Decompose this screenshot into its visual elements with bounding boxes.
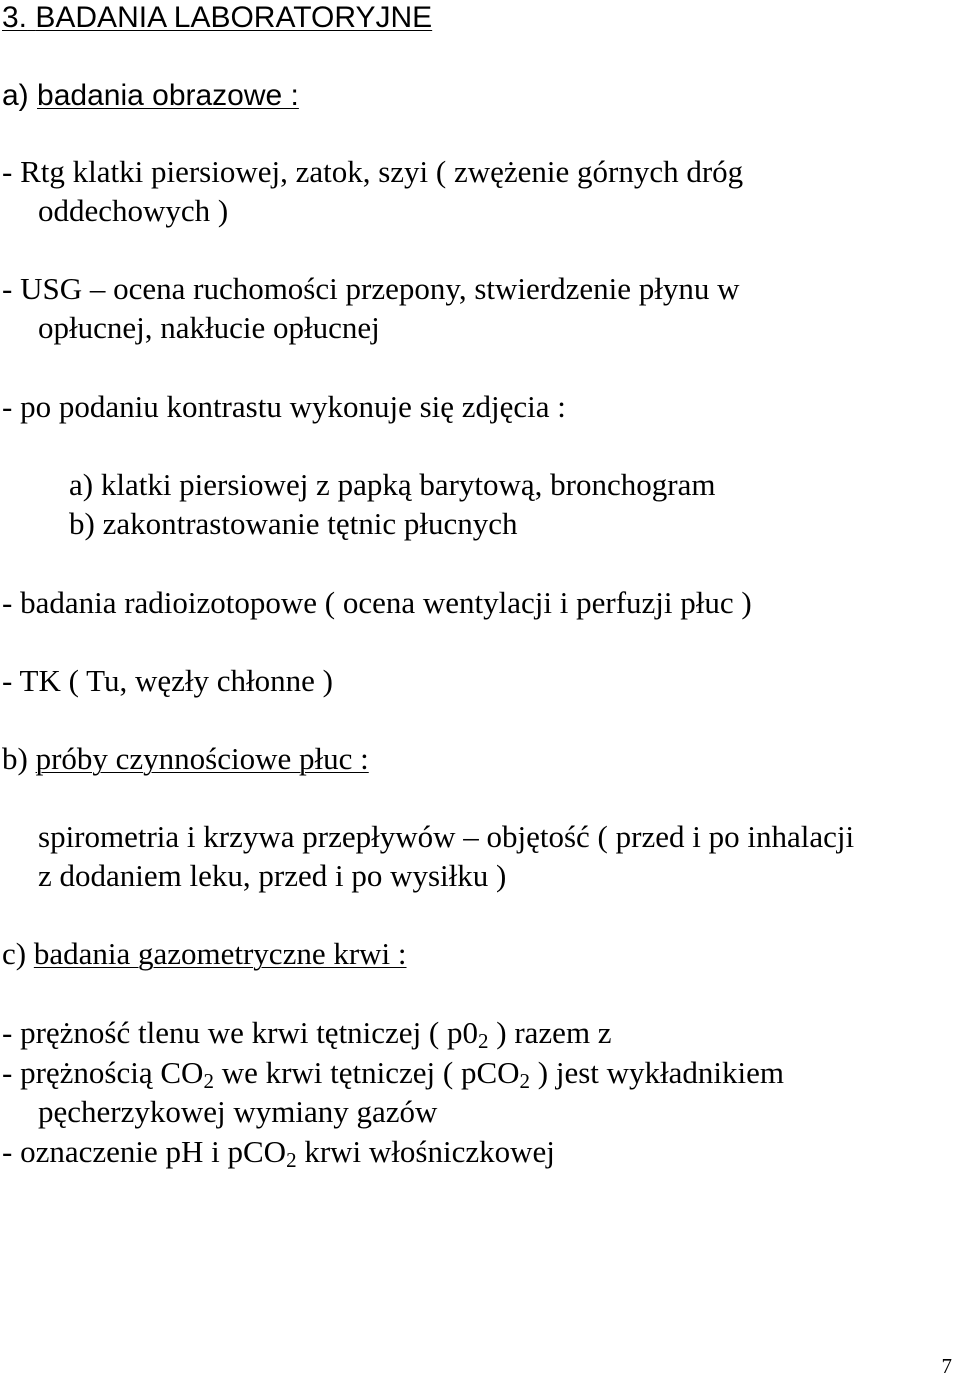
blood-gas-heading: [2, 936, 407, 972]
spirometry-line-1: spirometria i krzywa przepływów – objętość ( przed i po inhalacji: [38, 819, 855, 854]
lung-tests-heading-prefix: b): [2, 741, 28, 776]
imaging-contrast-item-b: b) zakontrastowanie tętnic płucnych: [69, 506, 518, 541]
ph-text-a: - oznaczenie pH i pCO: [2, 1134, 287, 1169]
imaging-heading-prefix: a): [2, 79, 29, 112]
lung-tests-heading-text: próby czynnościowe płuc :: [35, 741, 369, 776]
imaging-contrast-item-a: a) klatki piersiowej z papką barytową, bronchogram: [69, 467, 716, 502]
section-title: BADANIA LABORATORYJNE: [35, 1, 433, 34]
spirometry-line-2: z dodaniem leku, przed i po wysiłku ): [38, 858, 507, 893]
imaging-ct-line: - TK ( Tu, węzły chłonne ): [2, 663, 333, 698]
ph-text-b: krwi włośniczkowej: [296, 1134, 555, 1169]
imaging-contrast-line: - po podaniu kontrastu wykonuje się zdjęcia :: [2, 389, 566, 424]
ph-subscript: 2: [286, 1148, 297, 1172]
o2-subscript: 2: [478, 1029, 489, 1053]
section-number: 3.: [2, 1, 28, 34]
co2-text-b: we krwi tętniczej ( pCO: [213, 1055, 520, 1090]
co2-subscript-1: 2: [203, 1069, 214, 1093]
page-number: 7: [941, 1354, 952, 1378]
blood-gas-co2-line-2: pęcherzykowej wymiany gazów: [38, 1094, 438, 1129]
lung-tests-heading: [2, 741, 369, 777]
imaging-heading: [2, 78, 299, 114]
co2-subscript-2: 2: [519, 1069, 531, 1093]
blood-gas-heading-text: badania gazometryczne krwi :: [33, 936, 407, 971]
blood-gas-co2-line-1: [2, 1055, 784, 1091]
imaging-rtg-line-2: oddechowych ): [38, 193, 229, 228]
co2-text-c: ) jest wykładnikiem: [530, 1055, 785, 1090]
blood-gas-ph-line: [2, 1134, 555, 1170]
imaging-rtg-line-1: - Rtg klatki piersiowej, zatok, szyi ( zwężenie górnych dróg: [2, 154, 744, 189]
co2-text-a: - prężnością CO: [2, 1055, 204, 1090]
imaging-usg-line-1: - USG – ocena ruchomości przepony, stwierdzenie płynu w: [2, 271, 740, 306]
o2-text-b: ) razem z: [488, 1015, 612, 1050]
o2-text-a: - prężność tlenu we krwi tętniczej ( p0: [2, 1015, 479, 1050]
imaging-radioisotope-line: - badania radioizotopowe ( ocena wentylacji i perfuzji płuc ): [2, 585, 752, 620]
imaging-usg-line-2: opłucnej, nakłucie opłucnej: [38, 310, 380, 345]
blood-gas-o2-line: [2, 1015, 612, 1051]
section-heading: [2, 0, 432, 36]
imaging-heading-text: badania obrazowe :: [37, 79, 299, 112]
blood-gas-heading-prefix: c): [2, 936, 27, 971]
